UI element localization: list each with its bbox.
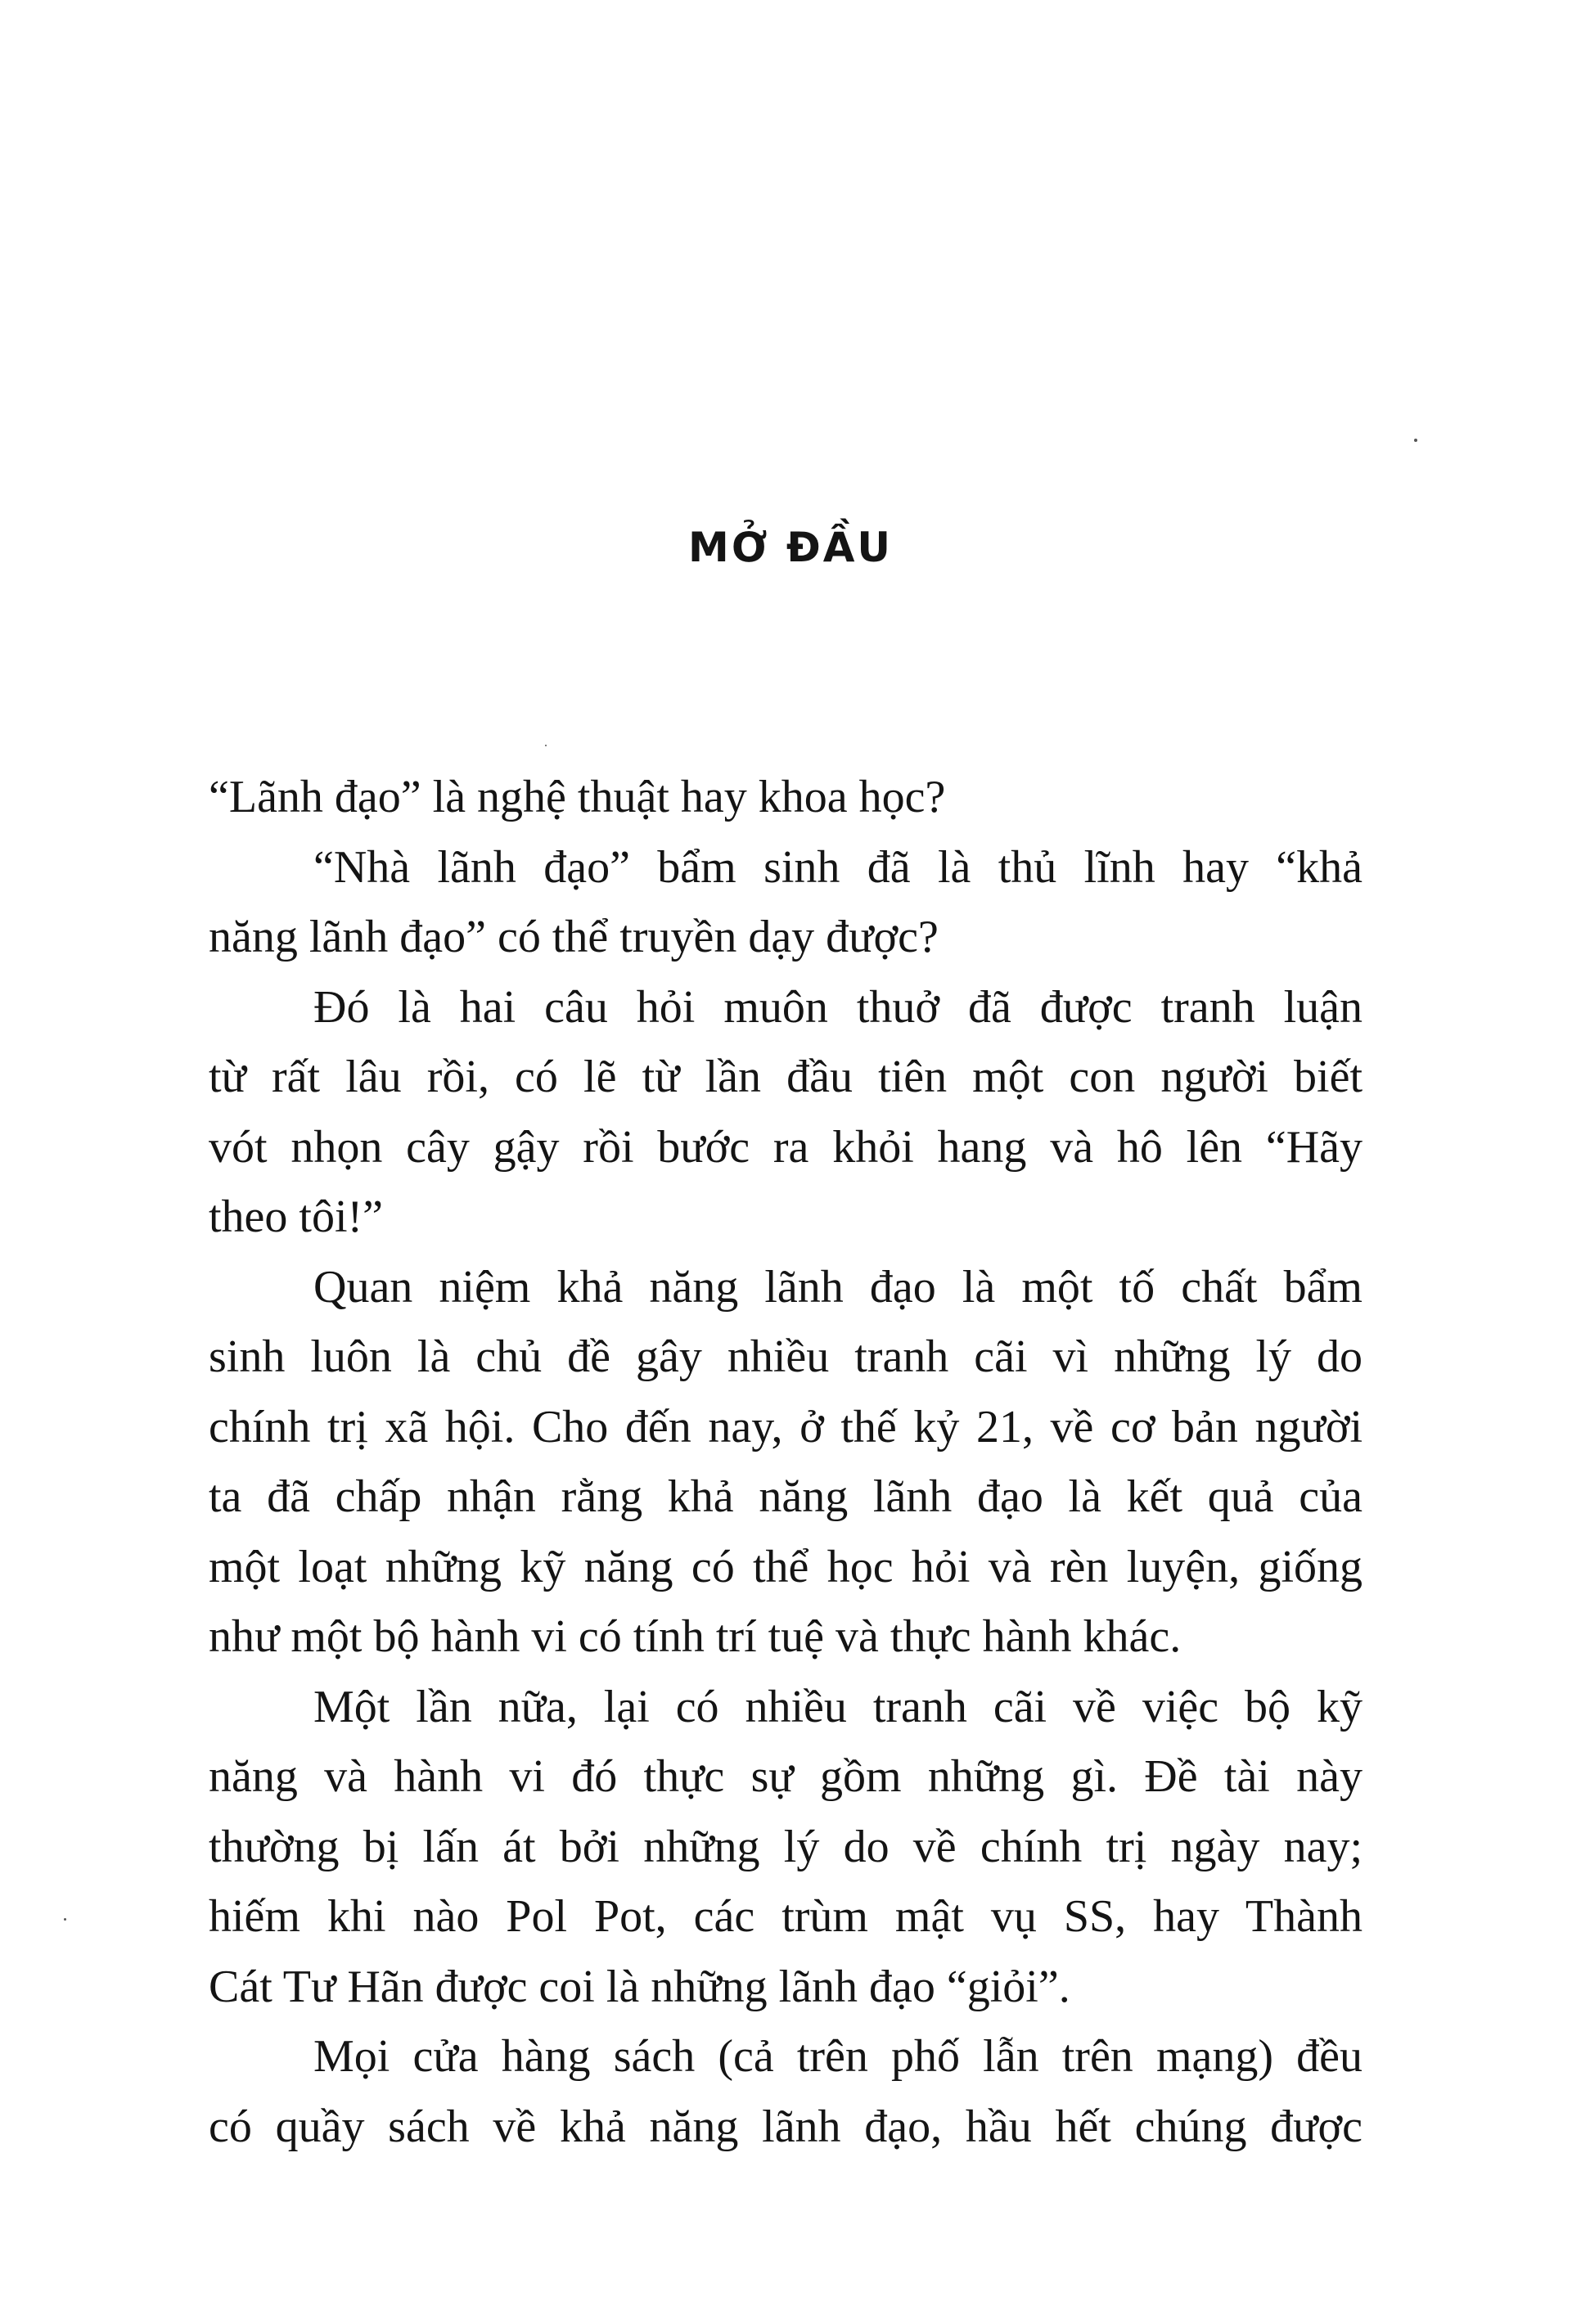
- text-line: năng và hành vi đó thực sự gồm những gì. Đề tài này: [209, 1751, 1363, 1802]
- text-line: “Nhà lãnh đạo” bẩm sinh đã là thủ lĩnh hay “khả: [313, 841, 1363, 893]
- text-line: Quan niệm khả năng lãnh đạo là một tố chất bẩm: [313, 1261, 1363, 1313]
- text-line: “Lãnh đạo” là nghệ thuật hay khoa học?: [209, 772, 946, 822]
- text-line: vót nhọn cây gậy rồi bước ra khỏi hang và hô lên “Hãy: [209, 1121, 1363, 1173]
- text-line: chính trị xã hội. Cho đến nay, ở thế kỷ 21, về cơ bản người: [209, 1401, 1363, 1452]
- body-text: [209, 763, 1363, 2162]
- text-line: Mọi cửa hàng sách (cả trên phố lẫn trên mạng) đều: [313, 2031, 1363, 2082]
- text-line: Cát Tư Hãn được coi là những lãnh đạo “giỏi”.: [209, 1961, 1070, 2012]
- speck-mark: [1414, 439, 1417, 442]
- speck-mark: [545, 745, 547, 746]
- text-line: có quầy sách về khả năng lãnh đạo, hầu hết chúng được: [209, 2101, 1363, 2152]
- text-line: theo tôi!”: [209, 1191, 384, 1242]
- text-line: Một lần nữa, lại có nhiều tranh cãi về việc bộ kỹ: [313, 1681, 1363, 1732]
- text-line: ta đã chấp nhận rằng khả năng lãnh đạo là kết quả của: [209, 1471, 1363, 1522]
- text-line: năng lãnh đạo” có thể truyền dạy được?: [209, 912, 939, 962]
- text-line: thường bị lấn át bởi những lý do về chính trị ngày nay;: [209, 1821, 1363, 1872]
- text-line: hiếm khi nào Pol Pot, các trùm mật vụ SS, hay Thành: [209, 1891, 1363, 1942]
- text-line: sinh luôn là chủ đề gây nhiều tranh cãi vì những lý do: [209, 1331, 1363, 1382]
- text-line: như một bộ hành vi có tính trí tuệ và thực hành khác.: [209, 1611, 1182, 1662]
- chapter-title: MỞ ĐẦU: [687, 524, 894, 571]
- text-line: Đó là hai câu hỏi muôn thuở đã được tranh luận: [313, 981, 1363, 1033]
- text-line: một loạt những kỹ năng có thể học hỏi và rèn luyện, giống: [209, 1541, 1363, 1592]
- speck-mark: [64, 1918, 66, 1921]
- text-line: từ rất lâu rồi, có lẽ từ lần đầu tiên một con người biết: [209, 1052, 1363, 1102]
